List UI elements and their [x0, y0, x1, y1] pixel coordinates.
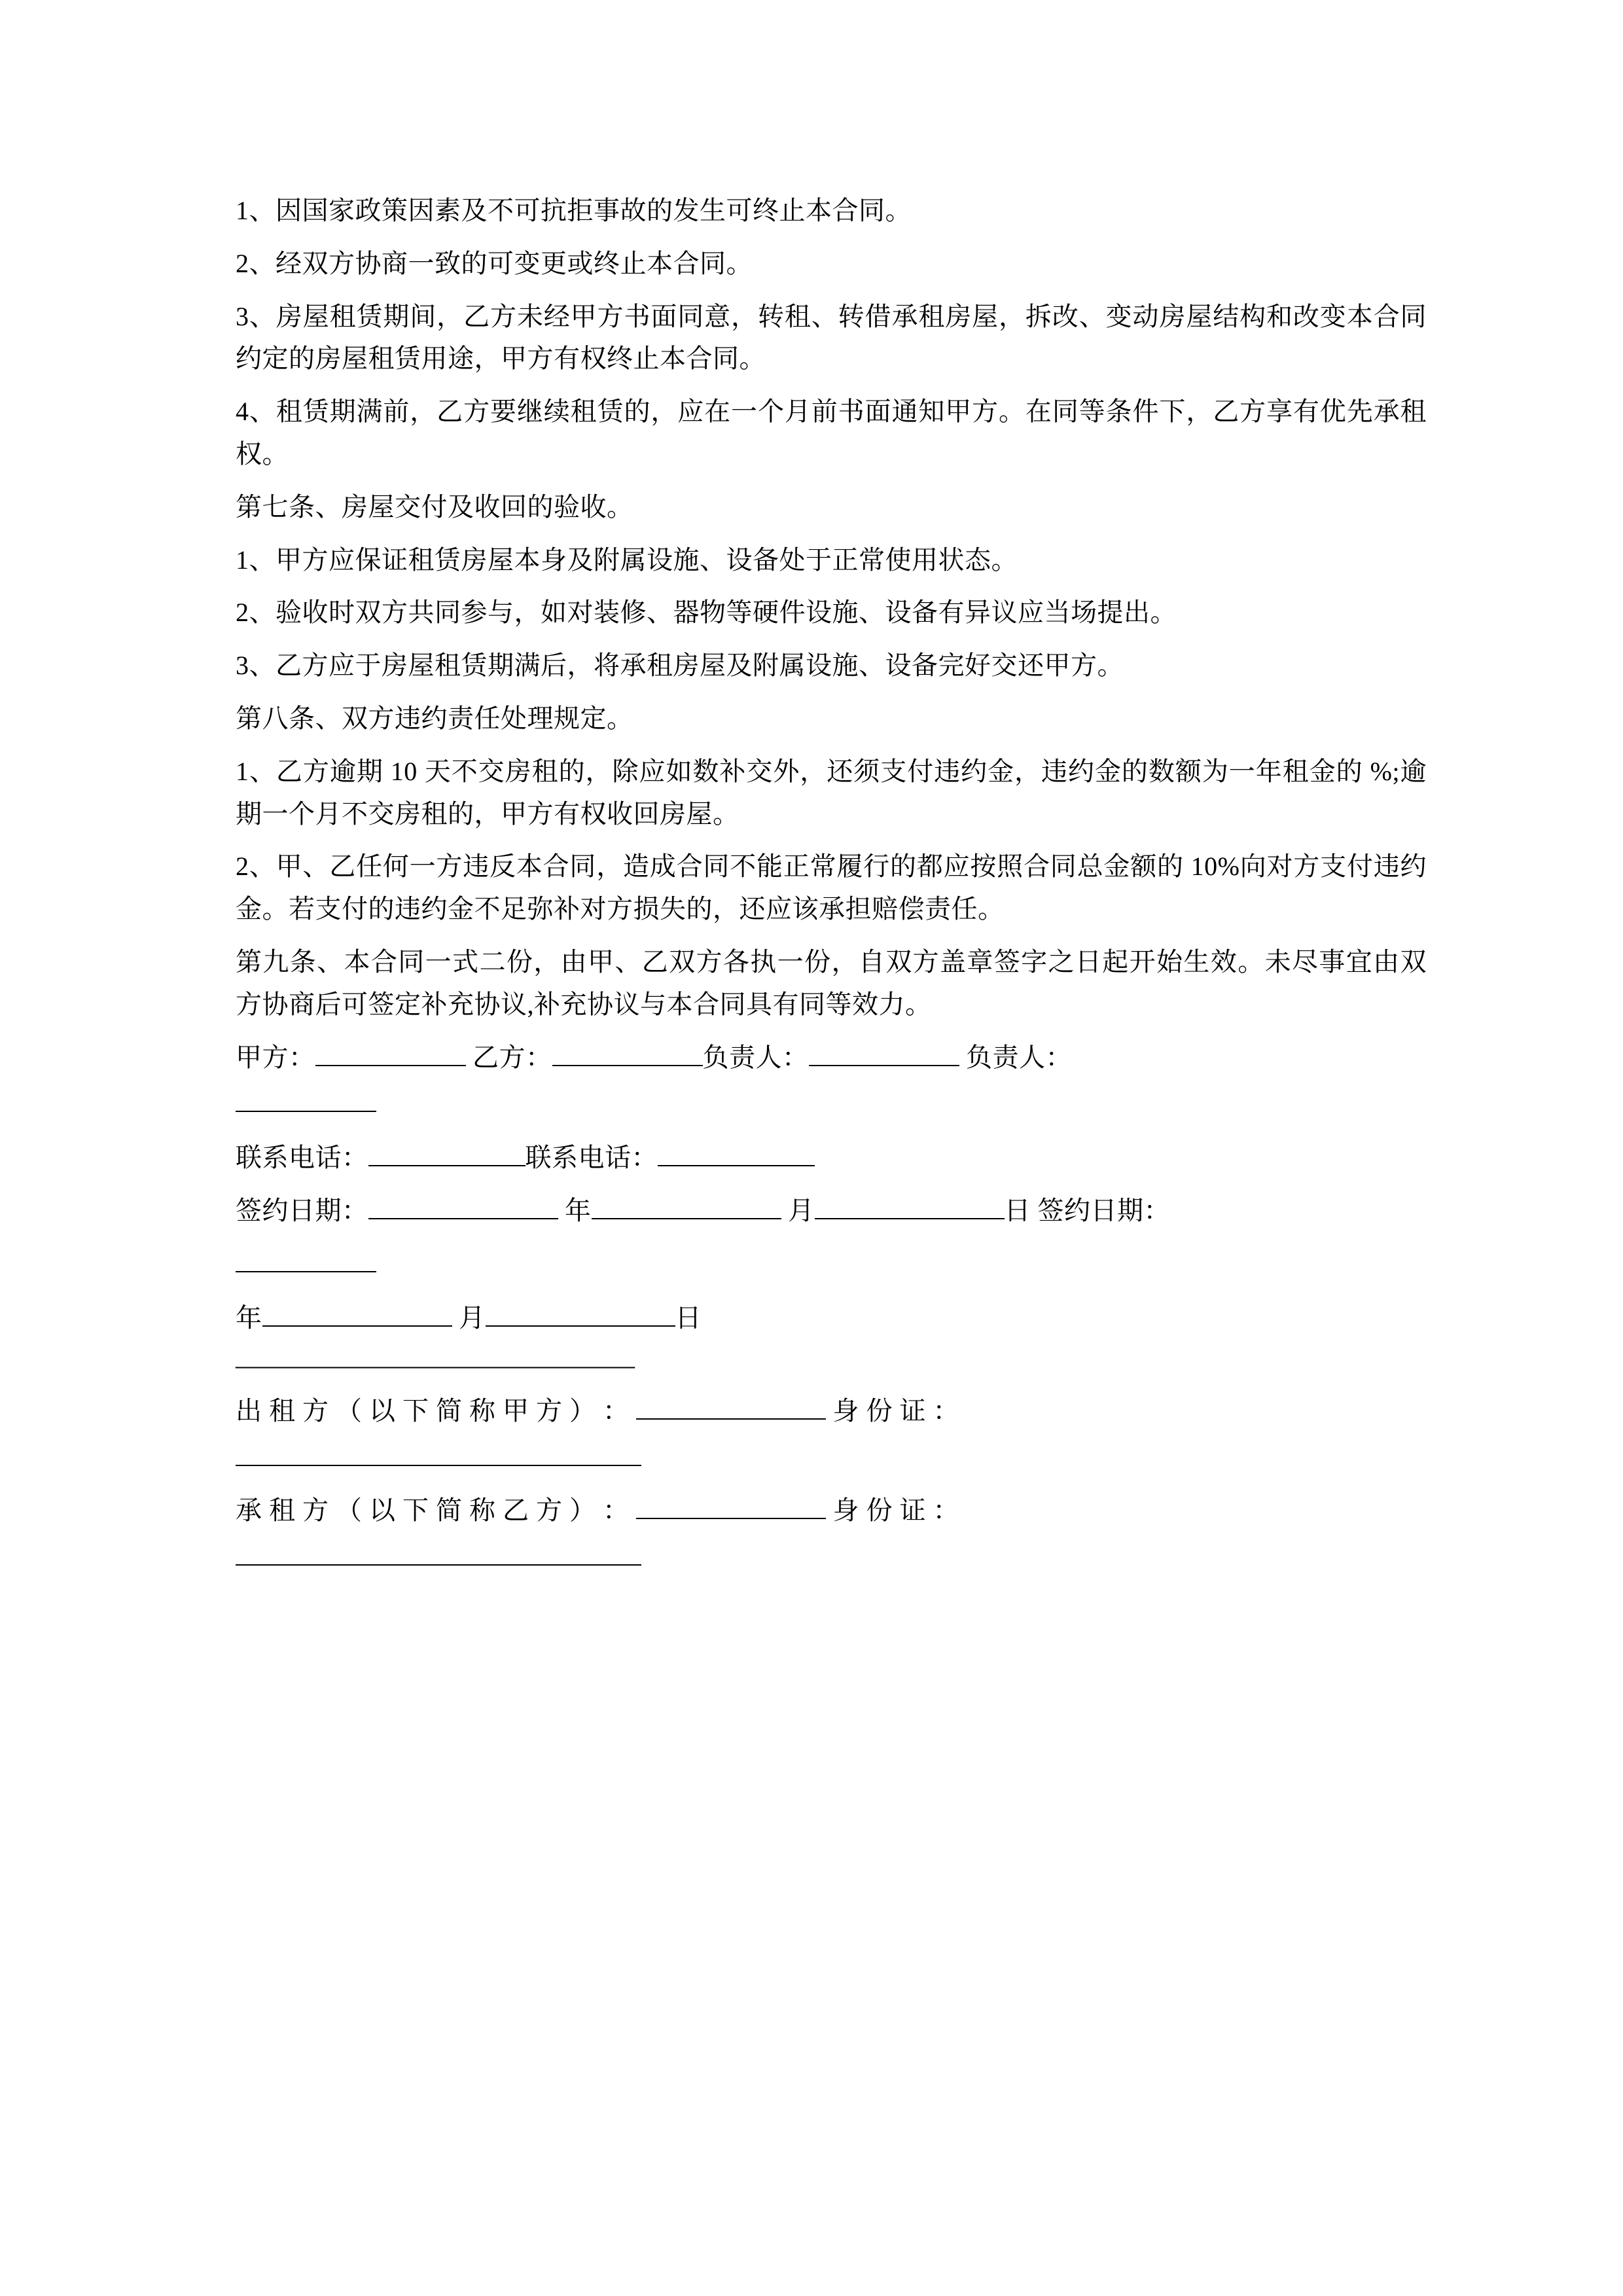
responsible-field-1[interactable] [809, 1039, 959, 1066]
sign-date-field-2-line [236, 1243, 1427, 1285]
sign-date-label-2: 签约日期： [1037, 1195, 1170, 1225]
month-field-2[interactable] [486, 1299, 675, 1327]
year-field-1[interactable] [592, 1192, 781, 1219]
signature-parties-row [236, 1037, 1427, 1126]
phone-field-2[interactable] [658, 1139, 815, 1166]
phone-label-2: 联系电话： [525, 1143, 658, 1173]
clause-6-4: 4、租赁期满前，乙方要继续租赁的，应在一个月前书面通知甲方。在同等条件下，乙方享有优先承租权。 [236, 397, 1427, 469]
sign-date-field-1[interactable] [368, 1192, 558, 1219]
clause-6-2: 2、经双方协商一致的可变更或终止本合同。 [236, 248, 753, 278]
phone-label-1: 联系电话： [236, 1143, 368, 1173]
clause-7-3: 3、乙方应于房屋租赁期满后，将承租房屋及附属设施、设备完好交还甲方。 [236, 651, 1124, 681]
clause-7-2: 2、验收时双方共同参与，如对装修、器物等硬件设施、设备有异议应当场提出。 [236, 598, 1177, 628]
lessor-name-field[interactable] [636, 1392, 826, 1420]
phone-line [236, 1137, 1427, 1179]
section-seven-title: 第七条、房屋交付及收回的验收。 [236, 492, 633, 522]
year-label-1: 年 [565, 1195, 592, 1225]
responsible-label-2: 负责人： [966, 1042, 1072, 1072]
party-b-field[interactable] [552, 1039, 703, 1066]
clause-6-3: 3、房屋租赁期间，乙方未经甲方书面同意，转租、转借承租房屋，拆改、变动房屋结构和改变本合同约定的房屋租赁用途，甲方有权终止本合同。 [236, 301, 1427, 374]
lessor-label: 出 租 方 （ 以 下 简 称 甲 方 ） ： [236, 1396, 630, 1426]
parties-line [236, 1037, 1427, 1079]
party-a-label: 甲方： [236, 1042, 315, 1072]
lessor-id-label: 身 份 证 ： [832, 1396, 959, 1426]
sign-date-field-2[interactable] [236, 1245, 376, 1272]
lessee-id-label: 身 份 证 ： [832, 1495, 959, 1525]
lessee-name-field[interactable] [636, 1492, 826, 1519]
lessee-label: 承 租 方 （ 以 下 简 称 乙 方 ） ： [236, 1495, 630, 1525]
lessee-line [236, 1490, 1427, 1532]
sign-date-line-1 [236, 1190, 1427, 1232]
party-b-label: 乙方： [473, 1042, 552, 1072]
sign-date-line-2 [236, 1297, 1427, 1340]
document-body [236, 190, 1427, 1579]
lessee-id-field[interactable] [236, 1541, 641, 1566]
clause-7-1: 1、甲方应保证租赁房屋本身及附属设施、设备处于正常使用状态。 [236, 545, 1018, 575]
year-label-2: 年 [236, 1302, 262, 1333]
lessor-id-field[interactable] [236, 1441, 641, 1466]
day-label-1: 日 [1004, 1195, 1031, 1225]
clause-8-1: 1、乙方逾期 10 天不交房租的，除应如数补交外，还须支付违约金，违约金的数额为一年租金的 %;逾期一个月不交房租的，甲方有权收回房屋。 [236, 756, 1427, 829]
section-eight-title: 第八条、双方违约责任处理规定。 [236, 703, 633, 733]
responsible-label-1: 负责人： [702, 1042, 809, 1072]
lessor-line [236, 1390, 1427, 1433]
clause-6-1: 1、因国家政策因素及不可抗拒事故的发生可终止本合同。 [236, 196, 912, 225]
phone-field-1[interactable] [368, 1139, 526, 1166]
day-label-2: 日 [675, 1302, 702, 1333]
section-divider: ———————————————— [236, 1350, 633, 1380]
section-nine: 第九条、本合同一式二份，由甲、乙双方各执一份，自双方盖章签字之日起开始生效。未尽事宜由双方协商后可签定补充协议,补充协议与本合同具有同等效力。 [236, 946, 1427, 1019]
month-field-1[interactable] [815, 1192, 1005, 1219]
responsible-field-2[interactable] [236, 1085, 376, 1112]
lessee-id-field-line [236, 1536, 1427, 1579]
lessor-id-field-line [236, 1437, 1427, 1479]
year-field-2[interactable] [262, 1299, 452, 1327]
month-label-2: 月 [459, 1302, 486, 1333]
month-label-1: 月 [788, 1195, 815, 1225]
responsible-field-2-line [236, 1083, 1427, 1125]
party-a-field[interactable] [315, 1039, 466, 1066]
sign-date-label-1: 签约日期： [236, 1195, 368, 1225]
clause-8-2: 2、甲、乙任何一方违反本合同，造成合同不能正常履行的都应按照合同总金额的 10%向对方支付违约金。若支付的违约金不足弥补对方损失的，还应该承担赔偿责任。 [236, 852, 1427, 924]
